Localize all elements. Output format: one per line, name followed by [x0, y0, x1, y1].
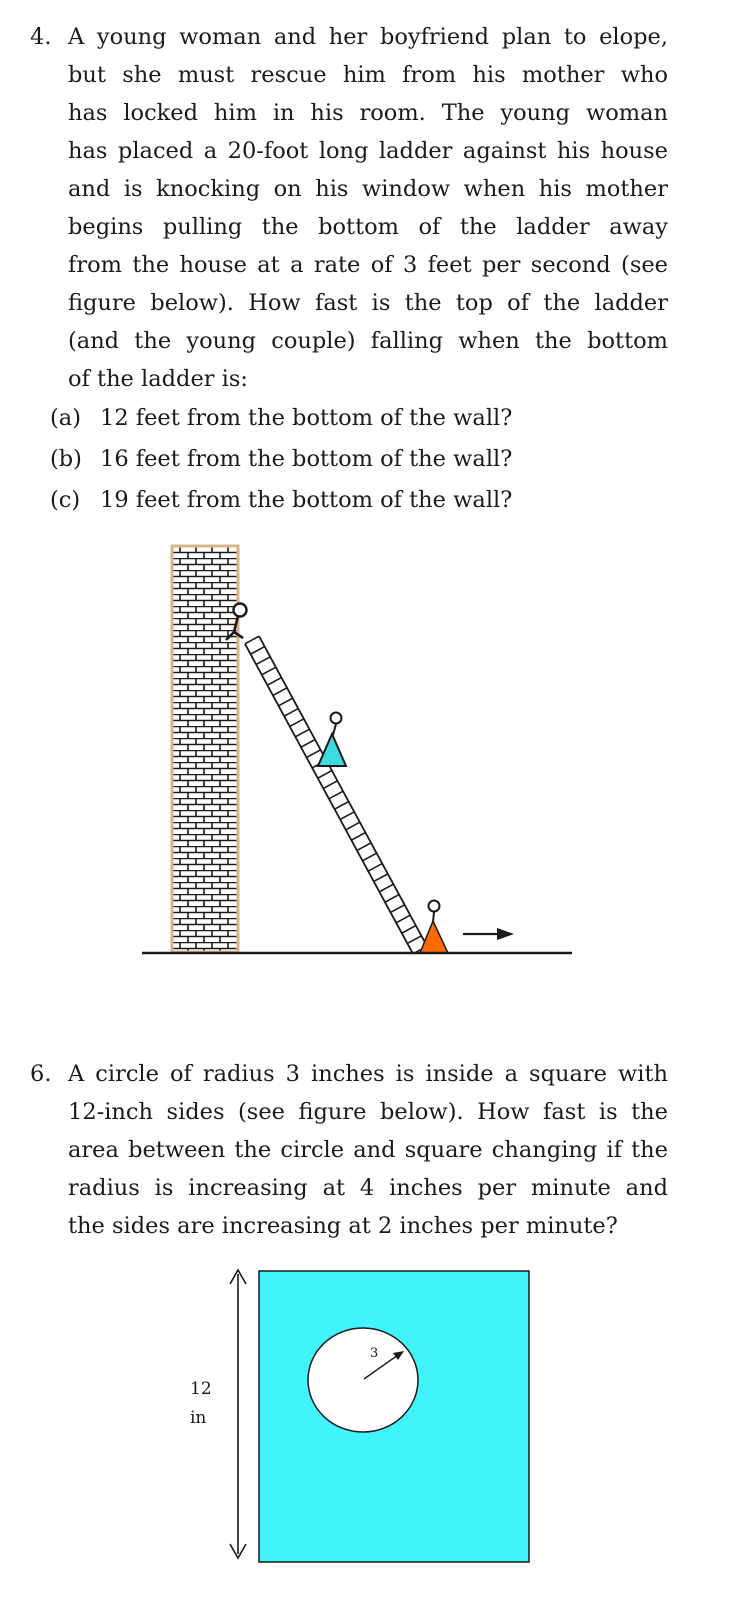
ladder-rung [351, 833, 365, 841]
problem-text [68, 1055, 668, 1245]
part-label: (c) [50, 487, 81, 513]
woman-dress [318, 734, 346, 766]
arrow-right-icon [463, 928, 514, 940]
problem-number: 4. [30, 24, 52, 50]
ladder-rung [329, 791, 343, 799]
ladder-rung [245, 636, 259, 644]
ladder-rung [407, 936, 421, 944]
ladder-rung [284, 709, 298, 717]
text-line: has locked him in his room. The young woman [68, 100, 668, 126]
text-line: of the ladder is: [68, 366, 248, 392]
text-line: the sides are increasing at 2 inches per minute? [68, 1213, 618, 1239]
young-woman-figure [318, 713, 346, 767]
ladder-rung [262, 667, 276, 675]
ladder-rung [318, 771, 332, 779]
ladder-rung [273, 688, 287, 696]
ladder-rung [391, 905, 405, 913]
ladder-rung [301, 740, 315, 748]
inner-circle [308, 1328, 418, 1432]
text-line: A circle of radius 3 inches is inside a square with [68, 1061, 668, 1087]
ladder-rung [385, 895, 399, 903]
radius-label: 3 [370, 1346, 379, 1361]
ladder-rung [251, 647, 265, 655]
text-line: begins pulling the bottom of the ladder away [68, 214, 668, 240]
ladder-rung [256, 657, 270, 665]
ladder-rung [396, 915, 410, 923]
side-length-value: 12 [190, 1379, 212, 1399]
ladder [245, 636, 427, 954]
part-text: 19 feet from the bottom of the wall? [100, 487, 513, 513]
ladder-rung [335, 802, 349, 810]
mother-dress [420, 921, 448, 953]
ladder-rung [267, 678, 281, 686]
ladder-rung [346, 822, 360, 830]
problem-number: 6. [30, 1061, 52, 1087]
ladder-rung [402, 926, 416, 934]
mother-figure [420, 901, 448, 954]
text-line: has placed a 20-foot long ladder against his house [68, 138, 668, 164]
ladder-rung [368, 864, 382, 872]
text-line: (and the young couple) falling when the bottom [68, 328, 668, 354]
side-length-arrow [230, 1270, 246, 1558]
text-line: radius is increasing at 4 inches per minute and [68, 1175, 668, 1201]
part-text: 12 feet from the bottom of the wall? [100, 405, 513, 431]
text-line: and is knocking on his window when his mother [68, 176, 668, 202]
ladder-rung [340, 812, 354, 820]
text-line: from the house at a rate of 3 feet per second (see [68, 252, 668, 278]
ladder-rung [279, 698, 293, 706]
ladder-rung [290, 719, 304, 727]
brick-wall [172, 546, 238, 952]
text-line: 12-inch sides (see figure below). How fast is the [68, 1099, 668, 1125]
ladder-rung [379, 884, 393, 892]
text-line: but she must rescue him from his mother who [68, 62, 668, 88]
text-line: area between the circle and square changing if the [68, 1137, 668, 1163]
side-length-unit: in [190, 1408, 207, 1428]
part-text: 16 feet from the bottom of the wall? [100, 446, 513, 472]
ladder-rung [295, 729, 309, 737]
ladder-rung [357, 843, 371, 851]
part-label: (a) [50, 405, 81, 431]
ladder-rung [374, 874, 388, 882]
part-label: (b) [50, 446, 82, 472]
text-line: A young woman and her boyfriend plan to elope, [68, 24, 668, 50]
square-circle-figure [0, 1250, 741, 1616]
ladder-rung [307, 750, 321, 758]
ladder-rung [323, 781, 337, 789]
ladder-rung [363, 853, 377, 861]
text-line: figure below). How fast is the top of the ladder [68, 290, 668, 316]
